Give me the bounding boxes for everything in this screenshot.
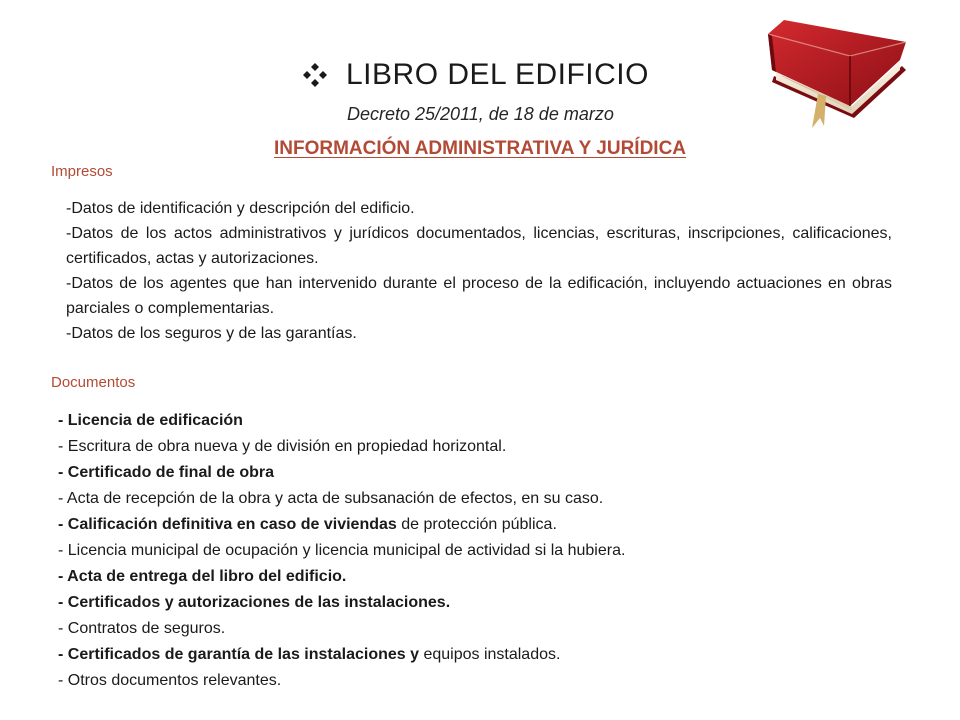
impresos-label: Impresos xyxy=(51,163,113,180)
list-item xyxy=(58,642,898,668)
impresos-list xyxy=(66,196,892,346)
item-text: de protección pública. xyxy=(396,516,557,533)
list-item xyxy=(58,486,898,512)
list-item xyxy=(58,590,898,616)
item-bold-text: - Certificado de final de obra xyxy=(58,464,275,481)
list-item: -Datos de identificación y descripción del edificio. xyxy=(66,200,415,217)
list-item xyxy=(58,616,898,642)
item-bold-text: - Licencia de edificación xyxy=(58,412,243,429)
item-text: - Escritura de obra nueva y de división en propiedad horizontal. xyxy=(58,438,507,455)
diamond-bullet-icon xyxy=(302,62,328,88)
page-title: LIBRO DEL EDIFICIO xyxy=(346,58,649,91)
item-text: equipos instalados. xyxy=(419,646,561,663)
documentos-list xyxy=(58,408,898,694)
list-item xyxy=(58,434,898,460)
list-item: -Datos de los actos administrativos y jurídicos documentados, licencias, escrituras, inscripciones, calificaciones, certificados, actas y autorizaciones. xyxy=(66,225,892,267)
item-text: - Licencia municipal de ocupación y licencia municipal de actividad si la hubiera. xyxy=(58,542,626,559)
item-bold-text: - Calificación definitiva en caso de viviendas xyxy=(58,516,397,533)
list-item xyxy=(58,668,898,694)
documentos-label: Documentos xyxy=(51,374,136,391)
item-text: - Contratos de seguros. xyxy=(58,620,226,637)
list-item xyxy=(58,460,898,486)
item-bold-text: - Certificados y autorizaciones de las instalaciones. xyxy=(58,594,451,611)
list-item xyxy=(58,408,898,434)
list-item xyxy=(58,564,898,590)
item-bold-text: - Certificados de garantía de las instalaciones y xyxy=(58,646,420,663)
list-item: -Datos de los agentes que han intervenido durante el proceso de la edificación, incluyendo actuaciones en obras parciales o complementarias. xyxy=(66,275,892,317)
item-text: - Otros documentos relevantes. xyxy=(58,672,282,689)
list-item xyxy=(58,538,898,564)
title-row xyxy=(302,58,649,92)
list-item xyxy=(58,512,898,538)
item-bold-text: - Acta de entrega del libro del edificio. xyxy=(58,568,347,585)
list-item: -Datos de los seguros y de las garantías. xyxy=(66,325,357,342)
page-subtitle: Decreto 25/2011, de 18 de marzo xyxy=(347,104,614,124)
section-heading: INFORMACIÓN ADMINISTRATIVA Y JURÍDICA xyxy=(273,138,687,159)
red-book-icon xyxy=(762,14,912,130)
item-text: - Acta de recepción de la obra y acta de subsanación de efectos, en su caso. xyxy=(58,490,604,507)
